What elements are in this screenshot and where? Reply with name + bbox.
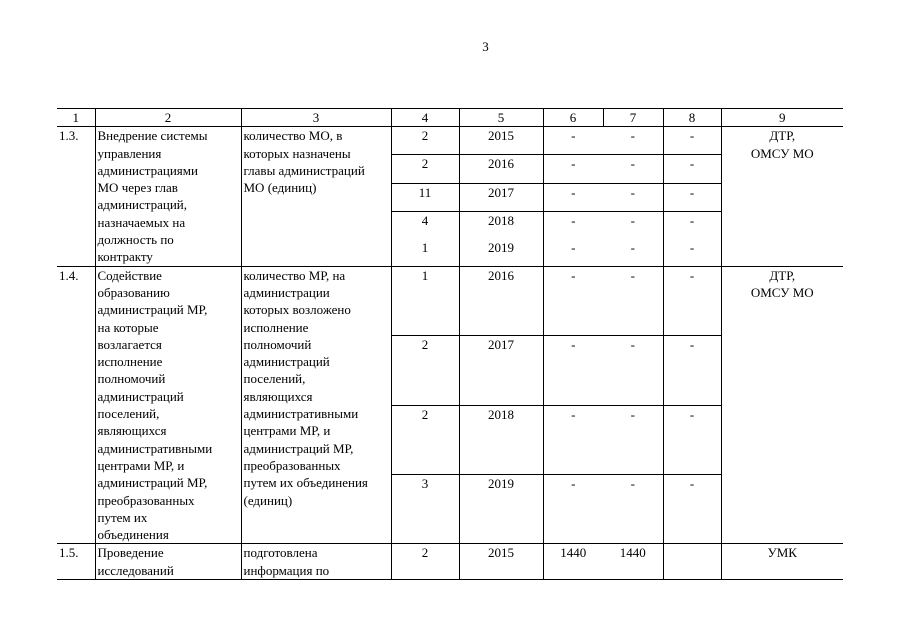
measure-number: 1.3. bbox=[57, 127, 95, 266]
responsible-cell bbox=[721, 544, 843, 580]
header-cell: 4 bbox=[391, 109, 459, 127]
header-row bbox=[57, 109, 843, 127]
value-cell: 3 bbox=[391, 474, 459, 543]
text-line: контракту bbox=[97, 249, 153, 265]
indicator-name bbox=[241, 127, 391, 266]
col7-cell: - bbox=[603, 405, 663, 474]
text-line: ОМСУ МО bbox=[750, 284, 814, 300]
text-line: поселений, bbox=[243, 371, 306, 387]
col6-cell: - bbox=[543, 127, 603, 155]
text-line: Внедрение системы bbox=[97, 128, 208, 144]
text-line: исполнение bbox=[243, 319, 309, 335]
value-cell: 2 bbox=[391, 336, 459, 405]
text-line: возлагается bbox=[97, 336, 162, 352]
text-line: МО через глав bbox=[97, 180, 178, 196]
col7-cell: - bbox=[630, 475, 635, 491]
col7-cell: - bbox=[603, 336, 663, 405]
year-cell: 2015 bbox=[459, 127, 543, 155]
col8-cell: - bbox=[663, 405, 721, 474]
text-line: ДТР, bbox=[769, 267, 796, 283]
text-line: административными bbox=[243, 406, 359, 422]
col7-cell: - bbox=[603, 183, 663, 211]
table-row bbox=[57, 266, 843, 335]
header-cell: 9 bbox=[721, 109, 843, 127]
text-line: количество МР, на bbox=[243, 267, 346, 283]
text-line: объединения bbox=[97, 527, 169, 543]
text-line: администраций, bbox=[97, 197, 187, 213]
col6-cell: - bbox=[543, 474, 603, 543]
text-line: должность по bbox=[97, 232, 174, 248]
col6-cell: - bbox=[543, 266, 603, 335]
measure-name bbox=[95, 266, 241, 544]
col8-cell: - bbox=[663, 155, 721, 183]
text-line: МО (единиц) bbox=[243, 180, 317, 196]
value-cell: 2 bbox=[391, 544, 459, 580]
text-line: путем их bbox=[97, 509, 148, 525]
page-number: 3 bbox=[482, 39, 489, 54]
text-line: образованию bbox=[97, 284, 170, 300]
value-cell: 11 bbox=[391, 183, 459, 211]
text-line: управления bbox=[97, 145, 162, 161]
year-cell: 2017 bbox=[459, 183, 543, 211]
text-line: поселений, bbox=[97, 406, 160, 422]
year-cell: 2019 bbox=[459, 239, 543, 266]
col7-cell: - bbox=[603, 266, 663, 335]
value-cell: 1 bbox=[391, 266, 459, 335]
responsible-cell bbox=[721, 266, 843, 544]
col6-cell: - bbox=[543, 211, 603, 238]
table-row bbox=[57, 127, 843, 155]
year-cell: 2016 bbox=[459, 155, 543, 183]
header-cell: 2 bbox=[95, 109, 241, 127]
measure-name bbox=[95, 544, 241, 580]
text-line: исследований bbox=[97, 562, 174, 578]
year-cell: 2018 bbox=[459, 405, 543, 474]
col8-cell bbox=[663, 544, 721, 580]
header-cell: 6 bbox=[543, 109, 603, 127]
text-line: которых назначены bbox=[243, 145, 351, 161]
col6-cell: - bbox=[543, 183, 603, 211]
header-cell: 1 bbox=[57, 109, 95, 127]
col7-cell: - bbox=[603, 155, 663, 183]
text-line: являющихся bbox=[97, 423, 167, 439]
text-line: администраций bbox=[243, 354, 330, 370]
text-line: администраций bbox=[97, 388, 184, 404]
col6-cell: 1440 bbox=[543, 544, 603, 580]
text-line: ОМСУ МО bbox=[750, 145, 814, 161]
value-cell: 1 bbox=[391, 239, 459, 266]
indicator-name bbox=[241, 544, 391, 580]
text-line: УМК bbox=[767, 545, 797, 561]
text-line: (единиц) bbox=[243, 492, 293, 508]
col6-cell: - bbox=[543, 155, 603, 183]
text-line: администрации bbox=[243, 284, 330, 300]
header-cell: 7 bbox=[603, 109, 663, 127]
text-line: назначаемых на bbox=[97, 214, 186, 230]
text-line: являющихся bbox=[243, 388, 313, 404]
text-line: исполнение bbox=[97, 354, 163, 370]
year-cell: 2017 bbox=[459, 336, 543, 405]
col8-cell: - bbox=[663, 474, 721, 543]
text-line: на которые bbox=[97, 319, 159, 335]
text-line: Содействие bbox=[97, 267, 162, 283]
text-line: которых возложено bbox=[243, 302, 351, 318]
col6-cell: - bbox=[543, 239, 603, 266]
text-line: главы администраций bbox=[243, 162, 365, 178]
header-cell: 8 bbox=[663, 109, 721, 127]
text-line: информация по bbox=[243, 562, 330, 578]
responsible-cell bbox=[721, 127, 843, 266]
text-line: административными bbox=[97, 440, 213, 456]
text-line: полномочий bbox=[97, 371, 166, 387]
text-line: ДТР, bbox=[769, 128, 796, 144]
year-cell: 2016 bbox=[459, 266, 543, 335]
text-line: количество МО, в bbox=[243, 128, 343, 144]
col8-cell: - bbox=[663, 127, 721, 155]
text-line: подготовлена bbox=[243, 545, 318, 561]
col6-cell: - bbox=[543, 336, 603, 405]
indicator-name bbox=[241, 266, 391, 544]
text-line: Проведение bbox=[97, 545, 164, 561]
col7-cell: - bbox=[603, 127, 663, 155]
col6-cell: - bbox=[543, 405, 603, 474]
value-cell: 2 bbox=[391, 155, 459, 183]
col7-cell: - bbox=[630, 239, 635, 255]
col7-cell: 1440 bbox=[603, 544, 663, 580]
value-cell: 2 bbox=[391, 405, 459, 474]
text-line: администраций МР, bbox=[97, 302, 208, 318]
col8-cell: - bbox=[663, 336, 721, 405]
measures-table bbox=[57, 108, 843, 580]
header-cell: 3 bbox=[241, 109, 391, 127]
header-cell: 5 bbox=[459, 109, 543, 127]
value-cell: 2 bbox=[391, 127, 459, 155]
text-line: администрациями bbox=[97, 162, 198, 178]
col7-cell: - bbox=[630, 212, 635, 228]
value-cell: 4 bbox=[391, 211, 459, 238]
text-line: центрами МР, и bbox=[97, 457, 185, 473]
year-cell: 2019 bbox=[459, 474, 543, 543]
col8-cell: - bbox=[663, 239, 721, 266]
year-cell: 2018 bbox=[459, 211, 543, 238]
col8-cell: - bbox=[663, 266, 721, 335]
measure-name bbox=[95, 127, 241, 266]
col8-cell: - bbox=[663, 211, 721, 238]
text-line: преобразованных bbox=[97, 492, 195, 508]
table-row bbox=[57, 544, 843, 580]
year-cell: 2015 bbox=[459, 544, 543, 580]
text-line: администраций МР, bbox=[97, 475, 208, 491]
text-line: преобразованных bbox=[243, 457, 341, 473]
text-line: путем их объединения bbox=[243, 475, 368, 491]
text-line: центрами МР, и bbox=[243, 423, 331, 439]
measure-number: 1.4. bbox=[57, 266, 95, 544]
col8-cell: - bbox=[663, 183, 721, 211]
measure-number: 1.5. bbox=[57, 544, 95, 580]
text-line: администраций МР, bbox=[243, 440, 354, 456]
text-line: полномочий bbox=[243, 336, 312, 352]
